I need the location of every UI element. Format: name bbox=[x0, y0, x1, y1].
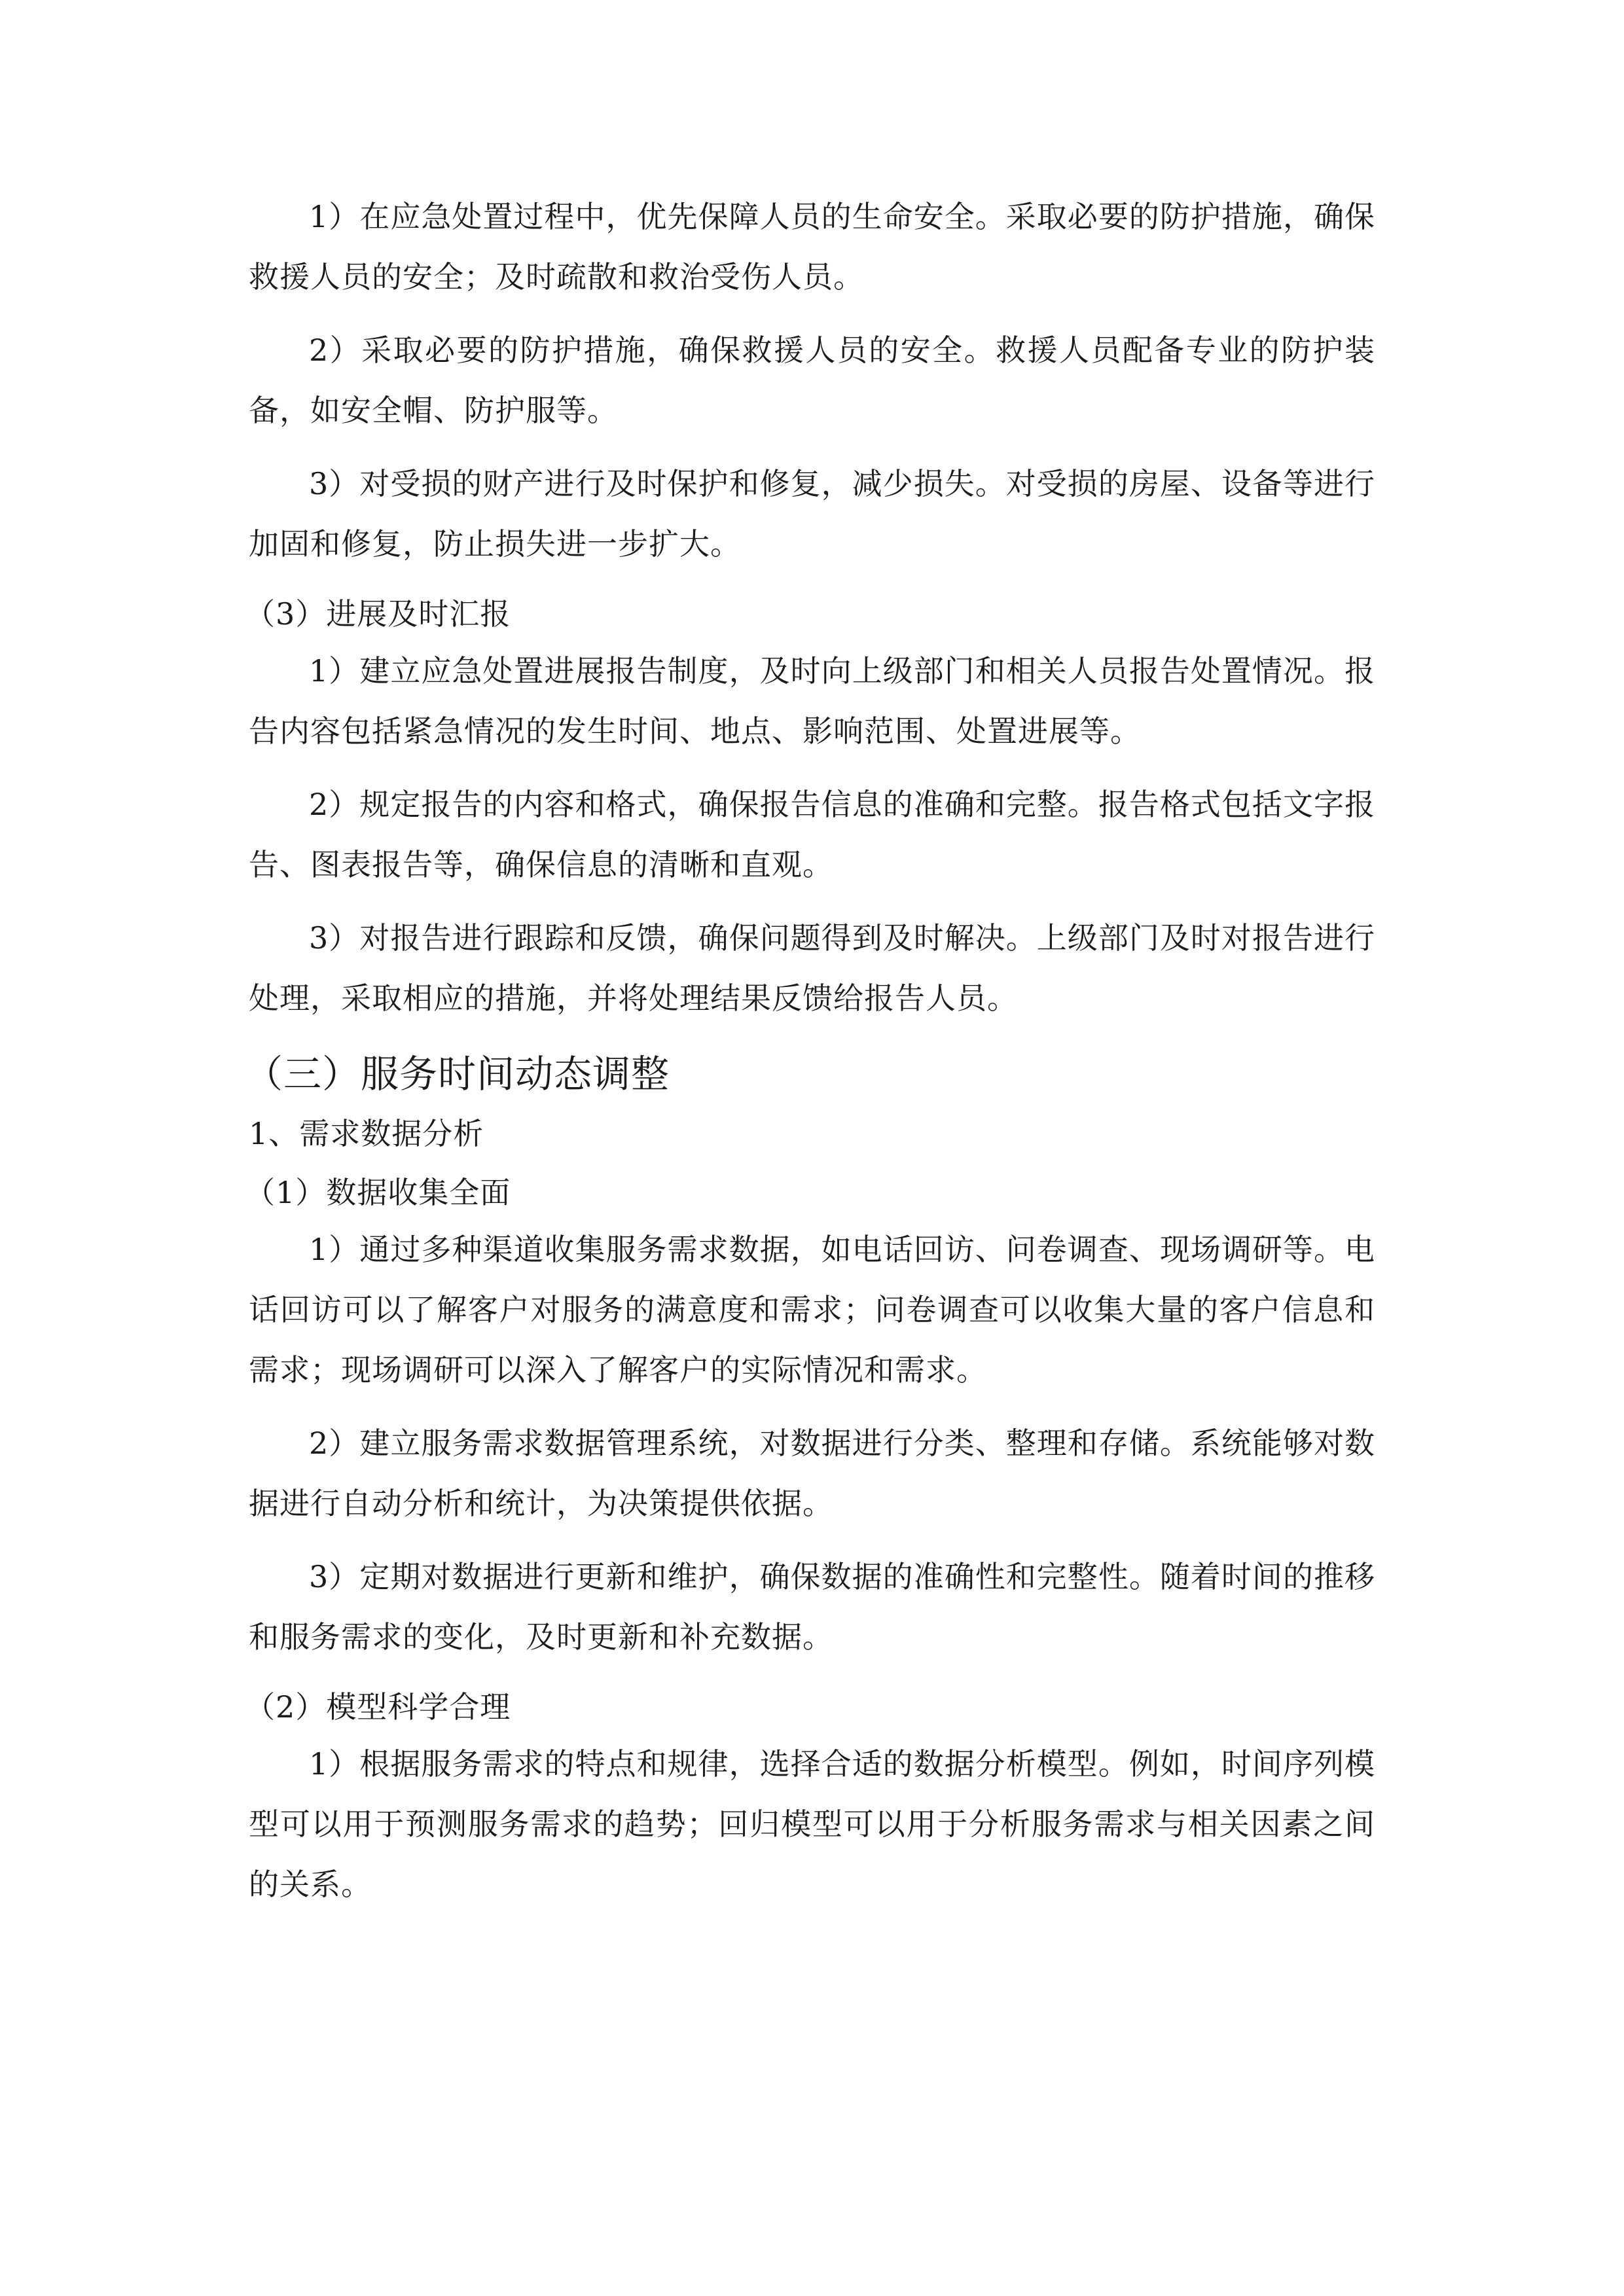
paragraph-protective-measures: 2）采取必要的防护措施，确保救援人员的安全。救援人员配备专业的防护装备，如安全帽、防护服等。 bbox=[249, 332, 1375, 428]
section-heading-service-time: （三）服务时间动态调整 bbox=[245, 1052, 670, 1096]
subheading-progress-report: （3）进展及时汇报 bbox=[245, 596, 511, 632]
paragraph-model-selection: 1）根据服务需求的特点和规律，选择合适的数据分析模型。例如，时间序列模型可以用于预测服务需求的趋势；回归模型可以用于分析服务需求与相关因素之间的关系。 bbox=[249, 1746, 1375, 1902]
subheading-data-collection: （1）数据收集全面 bbox=[245, 1175, 511, 1210]
item-heading-demand-analysis: 1、需求数据分析 bbox=[249, 1116, 484, 1151]
paragraph-data-maintenance: 3）定期对数据进行更新和维护，确保数据的准确性和完整性。随着时间的推移和服务需求的变化，及时更新和补充数据。 bbox=[249, 1559, 1375, 1655]
subheading-model: （2）模型科学合理 bbox=[245, 1689, 511, 1725]
paragraph-property-protection: 3）对受损的财产进行及时保护和修复，减少损失。对受损的房屋、设备等进行加固和修复，防止损失进一步扩大。 bbox=[249, 466, 1375, 562]
paragraph-report-format: 2）规定报告的内容和格式，确保报告信息的准确和完整。报告格式包括文字报告、图表报告等，确保信息的清晰和直观。 bbox=[249, 787, 1375, 882]
paragraph-life-safety: 1）在应急处置过程中，优先保障人员的生命安全。采取必要的防护措施，确保救援人员的安全；及时疏散和救治受伤人员。 bbox=[249, 199, 1375, 295]
paragraph-report-system: 1）建立应急处置进展报告制度，及时向上级部门和相关人员报告处置情况。报告内容包括紧急情况的发生时间、地点、影响范围、处置进展等。 bbox=[249, 653, 1375, 749]
paragraph-collection-channels: 1）通过多种渠道收集服务需求数据，如电话回访、问卷调查、现场调研等。电话回访可以了解客户对服务的满意度和需求；问卷调查可以收集大量的客户信息和需求；现场调研可以深入了解客户的实际情况和需求。 bbox=[249, 1232, 1375, 1388]
paragraph-data-system: 2）建立服务需求数据管理系统，对数据进行分类、整理和存储。系统能够对数据进行自动分析和统计，为决策提供依据。 bbox=[249, 1426, 1375, 1521]
paragraph-report-tracking: 3）对报告进行跟踪和反馈，确保问题得到及时解决。上级部门及时对报告进行处理，采取相应的措施，并将处理结果反馈给报告人员。 bbox=[249, 920, 1375, 1016]
